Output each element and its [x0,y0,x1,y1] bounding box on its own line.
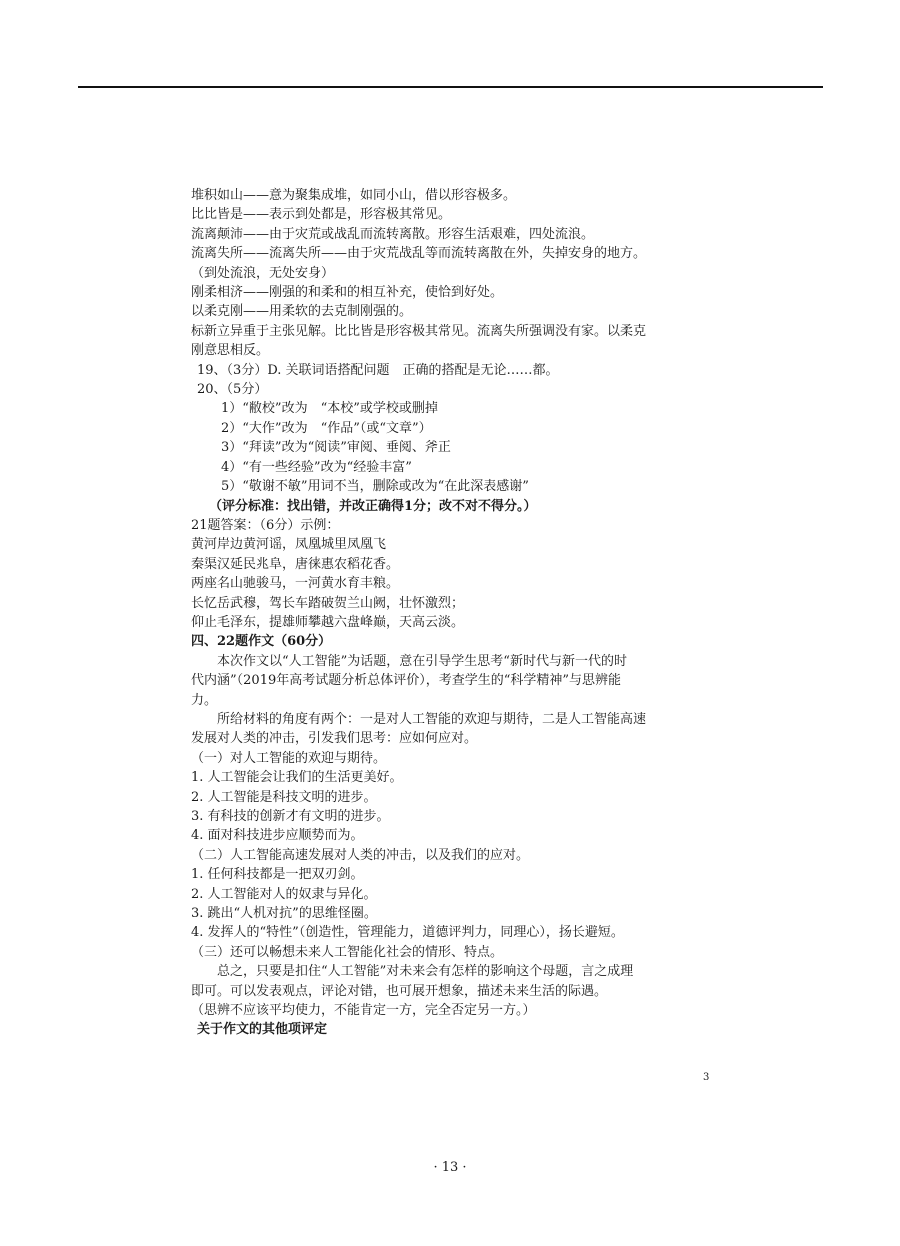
text-line: 所给材料的角度有两个：一是对人工智能的欢迎与期待，二是人工智能高速 [217,711,647,727]
footer-page-number: · 13 · [433,1160,467,1175]
text-line: （二）人工智能高速发展对人类的冲击，以及我们的应对。 [191,847,530,863]
text-line: 以柔克刚——用柔软的去克制刚强的。 [191,304,413,320]
answer-20-heading: 20、（5分） [197,382,268,398]
list-item: 2. 人工智能是科技文明的进步。 [191,789,377,805]
text-line: 即可。可以发表观点，评论对错，也可展开想象，描述未来生活的际遇。 [191,983,608,999]
couplet-line: 长忆岳武穆，驾长车踏破贺兰山阙，壮怀激烈； [191,595,465,611]
list-item: 1. 任何科技都是一把双刃剑。 [191,867,364,883]
list-item: 3. 有科技的创新才有文明的进步。 [191,809,390,824]
header-rule [78,86,823,88]
document-body [191,186,731,1040]
text-line: 代内涵”（2019年高考试题分析总体评价），考查学生的“科学精神”与思辨能 [191,673,622,689]
couplet-line: 秦渠汉延民兆阜，唐徕惠农稻花香。 [191,556,400,572]
text-line: 刚意思相反。 [191,343,270,359]
text-line: 流离失所——流离失所——由于灾荒战乱等而流转离散在外，失掉安身的地方。 [191,246,647,262]
list-item: 2. 人工智能对人的奴隶与异化。 [191,886,377,902]
text-line: （到处流浪，无处安身） [191,265,335,281]
section-heading-essay: 四、22题作文（60分） [191,634,332,650]
scoring-standard: （评分标准：找出错，并改正确得1分；改不对不得分。） [209,498,537,514]
answer-20-item: 4）“有一些经验”改为“经验丰富” [221,459,412,475]
list-item: 1. 人工智能会让我们的生活更美好。 [191,770,403,786]
list-item: 3. 跳出“人机对抗”的思维怪圈。 [191,906,377,922]
text-line: 流离颠沛——由于灾荒或战乱而流转离散。形容生活艰难，四处流浪。 [191,226,595,242]
list-item: 4. 发挥人的“特性”（创造性，管理能力，道德评判力，同理心），扬长避短。 [191,925,624,941]
text-line: 本次作文以“人工智能”为话题，意在引导学生思考“新时代与新一代的时 [217,653,627,669]
answer-21-heading: 21题答案：（6分）示例： [191,517,340,533]
text-line: （思辨不应该平均使力，不能肯定一方，完全否定另一方。） [191,1003,536,1019]
answer-19: 19、（3分）D. 关联词语搭配问题 正确的搭配是无论……都。 [197,362,559,378]
text-line: （一）对人工智能的欢迎与期待。 [191,750,387,766]
text-line: 比比皆是——表示到处都是，形容极其常见。 [191,207,452,223]
answer-20-item: 2）“大作”改为 “作品”（或“文章”） [221,420,432,436]
couplet-line: 两座名山驰骏马，一河黄水育丰粮。 [191,576,400,592]
answer-20-item: 1）“敝校”改为 “本校”或学校或删掉 [221,401,438,417]
text-line: （三）还可以畅想未来人工智能化社会的情形、特点。 [191,944,504,960]
text-line: 标新立异重于主张见解。比比皆是形容极其常见。流离失所强调没有家。以柔克 [191,323,647,339]
subsection-heading: 关于作文的其他项评定 [197,1022,328,1038]
list-item: 4. 面对科技进步应顺势而为。 [191,828,364,844]
text-line: 刚柔相济——刚强的和柔和的相互补充，使恰到好处。 [191,285,504,301]
text-line: 堆积如山——意为聚集成堆，如同小山，借以形容极多。 [191,188,517,203]
couplet-line: 黄河岸边黄河谣，凤凰城里凤凰飞 [191,537,387,553]
inner-page-number: 3 [703,1072,710,1083]
text-line: 发展对人类的冲击，引发我们思考：应如何应对。 [191,731,478,747]
answer-20-item: 3）“拜读”改为“阅读”审阅、垂阅、斧正 [221,440,451,456]
couplet-line: 仰止毛泽东，提雄师攀越六盘峰巅，天高云淡。 [191,614,465,630]
answer-20-item: 5）“敬谢不敏”用词不当，删除或改为“在此深表感谢” [221,479,529,495]
text-line: 力。 [191,692,218,708]
text-line: 总之，只要是扣住“人工智能”对未来会有怎样的影响这个母题，言之成理 [217,964,634,980]
